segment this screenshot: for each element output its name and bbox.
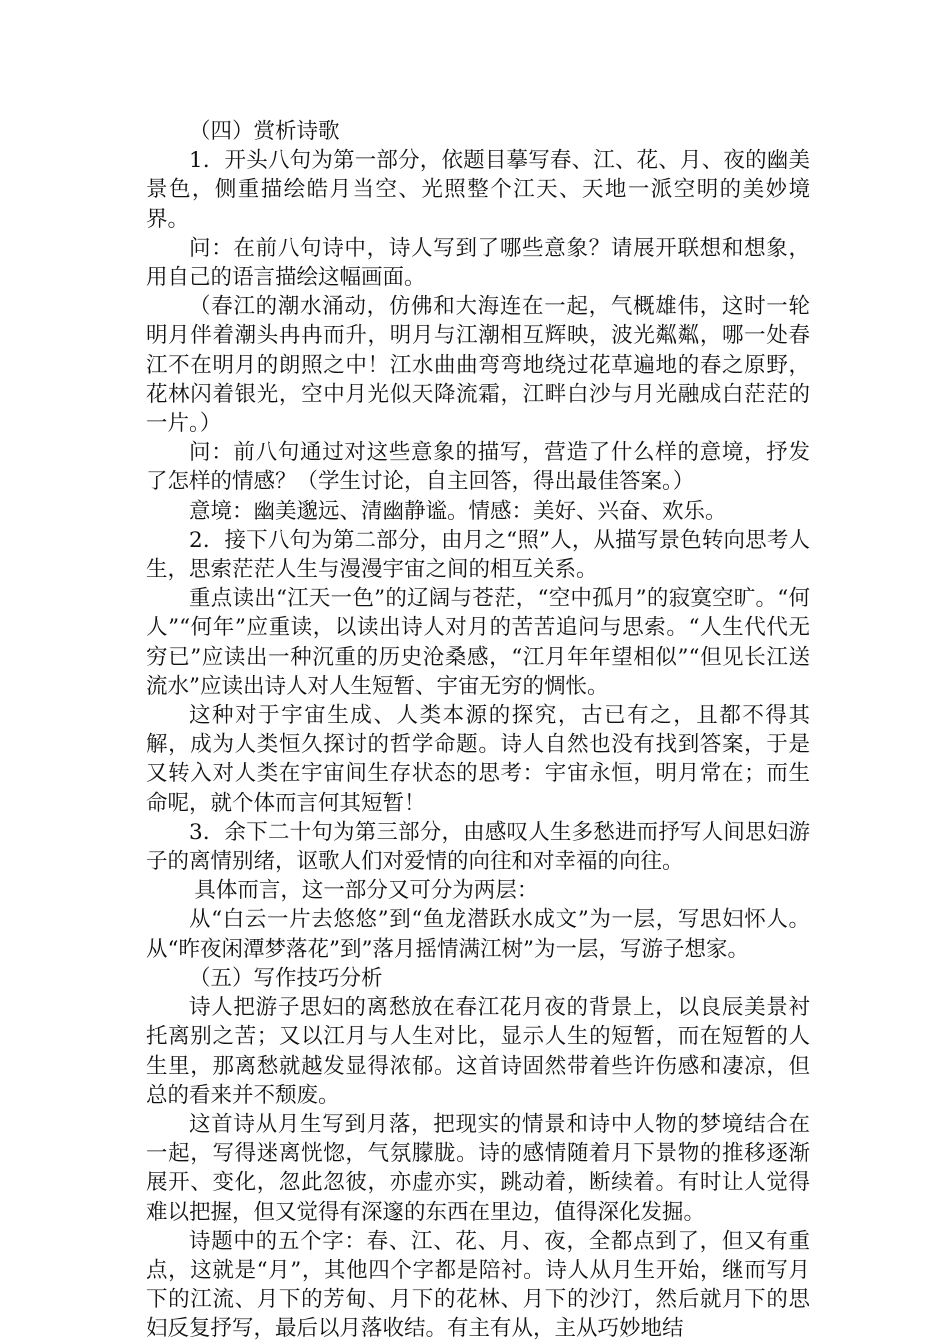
paragraph-scene-description: （春江的潮水涌动，仿佛和大海连在一起，气概雄伟，这时一轮明月伴着潮头冉冉而升，明月与江潮相互辉映，波光粼粼，哪一处春江不在明月的朗照之中！江水曲曲弯弯地绕过花草遍地的春之原野，花林闪着银光，空中月光似天降流霜，江畔白沙与月光融成白茫茫的一片。） bbox=[146, 294, 810, 437]
section-heading-technique: （五）写作技巧分析 bbox=[189, 965, 383, 991]
paragraph-two-layers: 具体而言，这一部分又可分为两层： bbox=[194, 878, 539, 904]
document-body bbox=[146, 117, 810, 1344]
paragraph-question-imagery: 问：在前八句诗中，诗人写到了哪些意象？请展开联想和想象，用自己的语言描绘这幅画面。 bbox=[146, 235, 810, 291]
paragraph-technique-title-words: 诗题中的五个字：春、江、花、月、夜，全都点到了，但又有重点，这就是“月”，其他四个字都是陪衬。诗人从月生开始，继而写月下的江流、月下的芳甸、月下的花林、月下的沙汀，然后就月下的思妇反复抒写，最后以月落收结。有主有从，主从巧妙地结 bbox=[146, 1228, 810, 1342]
paragraph-part-three: 3．余下二十句为第三部分，由感叹人生多愁进而抒写人间思妇游子的离情别绪，讴歌人们对爱情的向往和对幸福的向往。 bbox=[146, 819, 810, 875]
paragraph-part-two: 2．接下八句为第二部分，由月之“照”人，从描写景色转向思考人生，思索茫茫人生与漫漫宇宙之间的相互关系。 bbox=[146, 527, 810, 583]
section-heading-appreciation: （四）赏析诗歌 bbox=[189, 119, 340, 144]
paragraph-mood-answer: 意境：幽美邈远、清幽静谧。情感：美好、兴奋、欢乐。 bbox=[189, 498, 727, 524]
paragraph-part-one: 1．开头八句为第一部分，依题目摹写春、江、花、月、夜的幽美景色，侧重描绘皓月当空、光照整个江天、天地一派空明的美妙境界。 bbox=[146, 148, 810, 232]
paragraph-layers-detail: 从“白云一片去悠悠”到“鱼龙潜跃水成文”为一层，写思妇怀人。从“昨夜闲潭梦落花”到”落月摇情满江树”为一层，写游子想家。 bbox=[146, 907, 810, 962]
paragraph-question-mood: 问：前八句通过对这些意象的描写，营造了什么样的意境，抒发了怎样的情感？（学生讨论，自主回答，得出最佳答案。） bbox=[146, 440, 810, 495]
paragraph-technique-contrast: 诗人把游子思妇的离愁放在春江花月夜的背景上，以良辰美景衬托离别之苦；又以江月与人生对比，显示人生的短暂，而在短暂的人生里，那离愁就越发显得浓郁。这首诗固然带着些许伤感和凄凉，但总的看来并不颓废。 bbox=[146, 995, 810, 1108]
paragraph-philosophy: 这种对于宇宙生成、人类本源的探究，古已有之，且都不得其解，成为人类恒久探讨的哲学命题。诗人自然也没有找到答案，于是又转入对人类在宇宙间生存状态的思考：宇宙永恒，明月常在；而生命呢，就个体而言何其短暂！ bbox=[146, 703, 810, 816]
paragraph-reading-focus: 重点读出“江天一色”的辽阔与苍茫，“空中孤月”的寂寞空旷。“何人”“何年”应重读，以读出诗人对月的苦苦追问与思索。“人生代代无穷已”应读出一种沉重的历史沧桑感，“江月年年望相似”“但见长江送流水”应读出诗人对人生短暂、宇宙无穷的惆怅。 bbox=[146, 586, 810, 699]
paragraph-technique-dreamlike: 这首诗从月生写到月落，把现实的情景和诗中人物的梦境结合在一起，写得迷离恍惚，气氛朦胧。诗的感情随着月下景物的推移逐渐展开、变化，忽此忽彼，亦虚亦实，跳动着，断续着。有时让人觉得难以把握，但又觉得有深邃的东西在里边，值得深化发掘。 bbox=[146, 1111, 810, 1225]
